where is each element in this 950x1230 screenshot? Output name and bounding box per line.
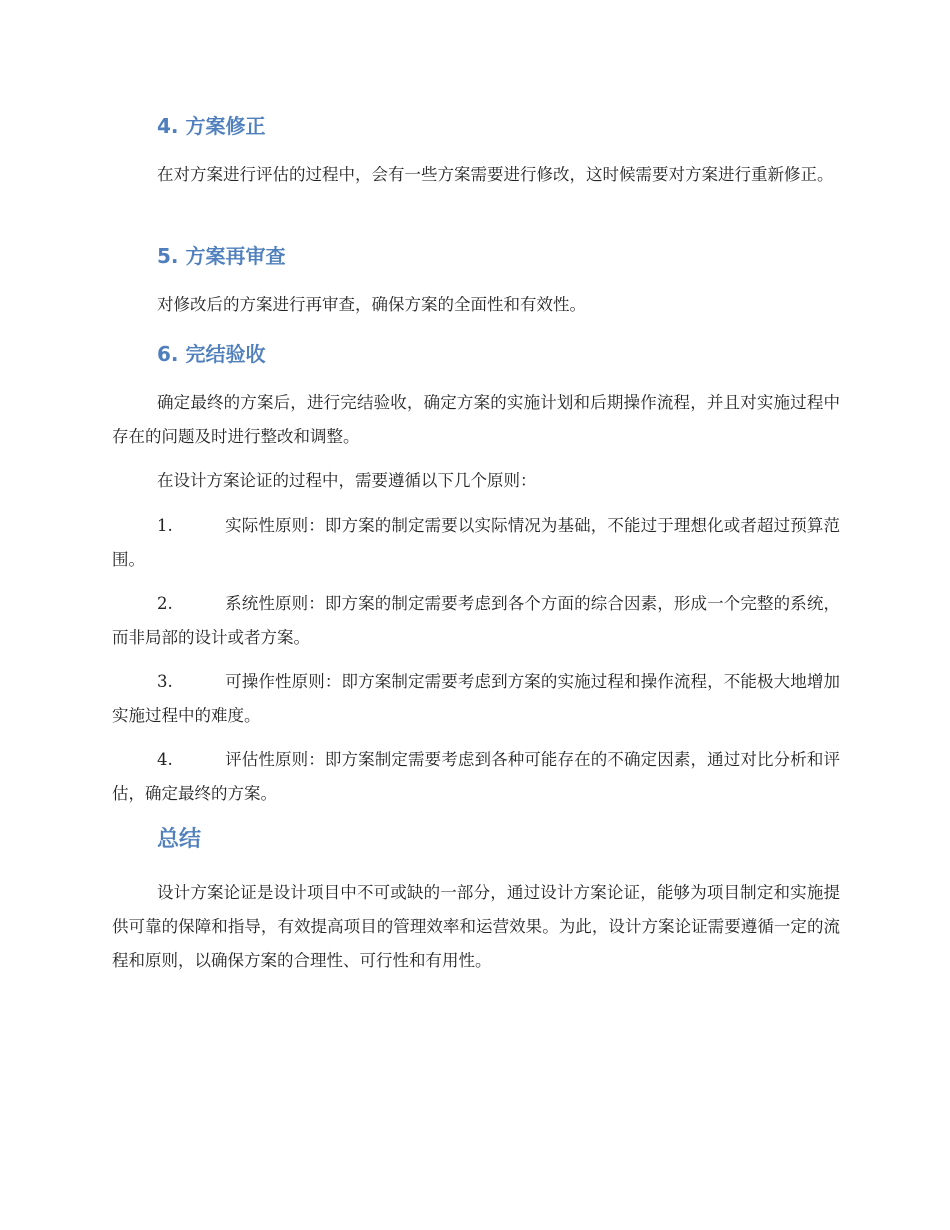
principle-item-4 [112,743,840,811]
section-heading-acceptance: 6. 完结验收 [157,342,266,366]
section-heading-re-review: 5. 方案再审查 [157,244,286,268]
principle-item-3 [112,665,840,733]
principle-text: 实际性原则：即方案的制定需要以实际情况为基础，不能过于理想化或者超过预算范围。 [112,516,840,569]
principle-item-2 [112,587,840,655]
principles-intro: 在设计方案论证的过程中，需要遵循以下几个原则： [157,471,537,490]
principle-item-1 [112,509,840,577]
principle-text: 可操作性原则：即方案制定需要考虑到方案的实施过程和操作流程，不能极大地增加实施过程中的难度。 [112,672,840,725]
principle-number: 1. [157,516,173,535]
principle-text: 系统性原则：即方案的制定需要考虑到各个方面的综合因素，形成一个完整的系统，而非局部的设计或者方案。 [112,594,840,647]
summary-body: 设计方案论证是设计项目中不可或缺的一部分，通过设计方案论证，能够为项目制定和实施提供可靠的保障和指导，有效提高项目的管理效率和运营效果。为此，设计方案论证需要遵循一定的流程和原则，以确保方案的合理性、可行性和有用性。 [112,883,840,970]
section-body-revision: 在对方案进行评估的过程中，会有一些方案需要进行修改，这时候需要对方案进行重新修正。 [157,165,834,184]
section-body-acceptance: 确定最终的方案后，进行完结验收，确定方案的实施计划和后期操作流程，并且对实施过程中存在的问题及时进行整改和调整。 [112,393,840,446]
section-body-re-review: 对修改后的方案进行再审查，确保方案的全面性和有效性。 [157,295,586,314]
principle-number: 3. [157,672,173,691]
principle-number: 4. [157,750,173,769]
principle-number: 2. [157,594,173,613]
summary-heading: 总结 [157,827,202,852]
principle-text: 评估性原则：即方案制定需要考虑到各种可能存在的不确定因素，通过对比分析和评估，确定最终的方案。 [112,750,840,803]
section-heading-revision: 4. 方案修正 [157,114,266,138]
